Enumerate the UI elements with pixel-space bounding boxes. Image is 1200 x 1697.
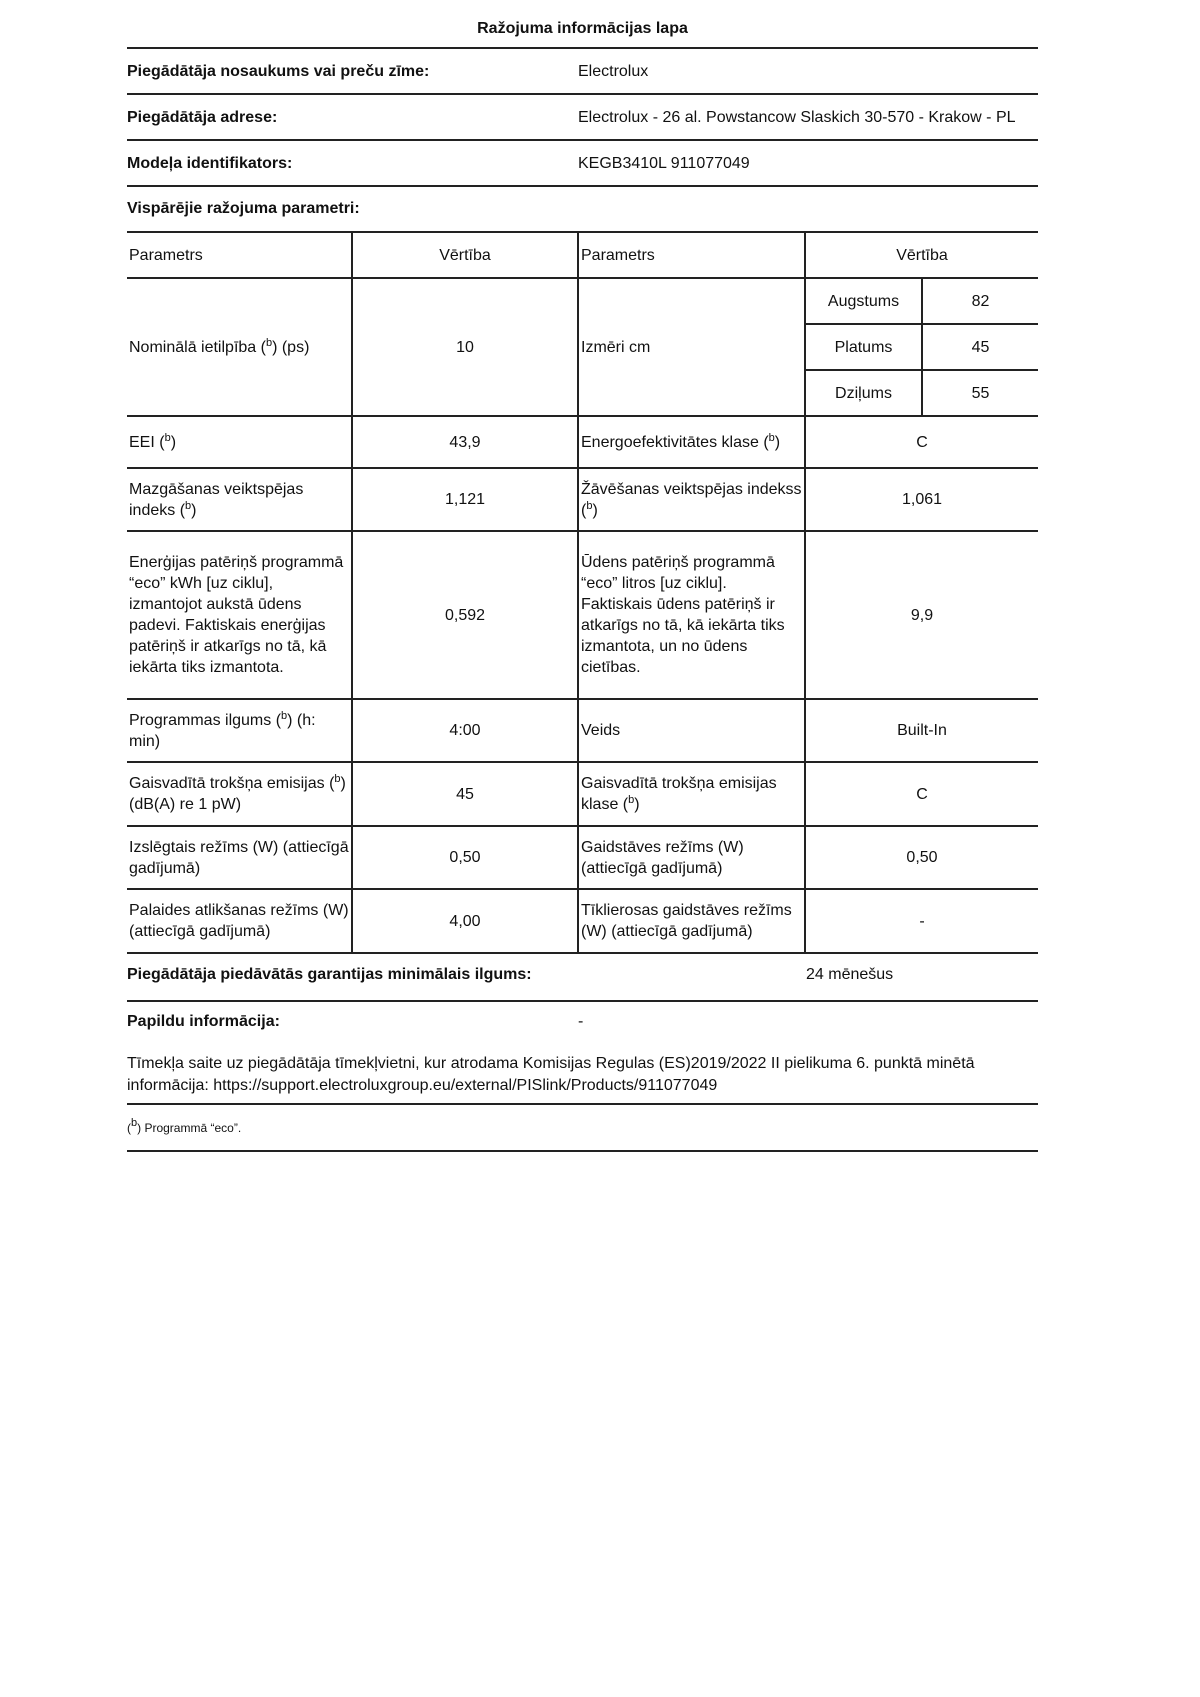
parameters-table — [127, 231, 1038, 954]
height-label: Augstums — [805, 278, 922, 324]
table-row — [127, 889, 1038, 953]
depth-value: 55 — [922, 370, 1038, 416]
supplier-address-value: Electrolux - 26 al. Powstancow Slaskich 30-570 - Krakow - PL — [578, 109, 1016, 126]
divider — [127, 185, 1038, 187]
table-header-row — [127, 232, 1038, 278]
supplier-address-label: Piegādātāja adrese: — [127, 109, 278, 126]
additional-info-label: Papildu informācija: — [127, 1013, 280, 1030]
table-row — [127, 762, 1038, 826]
supplier-address-row — [127, 93, 1038, 139]
table-row — [127, 699, 1038, 762]
width-label: Platums — [805, 324, 922, 370]
energy-consumption-label: Enerģijas patēriņš programmā “eco” kWh [uz ciklu], izmantojot aukstā ūdens padevi. Faktiskais enerģijas patēriņš ir atkarīgs no tā, kā iekārta tiks izmantota. — [127, 531, 352, 699]
water-consumption-label: Ūdens patēriņš programmā “eco” litros [uz ciklu]. Faktiskais ūdens patēriņš ir atkarīgs no tā, kā iekārta tiks izmantota, un no ūdens cietības. — [578, 531, 805, 699]
warranty-label: Piegādātāja piedāvātās garantijas minimālais ilgums: — [127, 966, 532, 983]
type-value: Built-In — [805, 699, 1038, 762]
table-row — [127, 531, 1038, 699]
off-mode-value: 0,50 — [352, 826, 578, 889]
noise-class-label: Gaisvadītā trokšņa emisijas klase ($^b$) — [578, 762, 805, 826]
table-row — [127, 416, 1038, 468]
table-row — [127, 468, 1038, 531]
supplier-name-label: Piegādātāja nosaukums vai preču zīme: — [127, 63, 430, 80]
height-value: 82 — [922, 278, 1038, 324]
dimensions-label: Izmēri cm — [578, 278, 805, 416]
program-duration-value: 4:00 — [352, 699, 578, 762]
eei-value: 43,9 — [352, 416, 578, 468]
networked-standby-label: Tīklierosas gaidstāves režīms (W) (attiecīgā gadījumā) — [578, 889, 805, 953]
supplier-name-value: Electrolux — [578, 63, 649, 80]
header-value: Vērtība — [352, 232, 578, 278]
header-parameter-2: Parametrs — [578, 232, 805, 278]
energy-class-value: C — [805, 416, 1038, 468]
additional-info-value: - — [578, 1013, 584, 1030]
water-consumption-value: 9,9 — [805, 531, 1038, 699]
noise-emission-label: Gaisvadītā trokšņa emisijas ($^b$) (dB(A) re 1 pW) — [127, 762, 352, 826]
drying-index-value: 1,061 — [805, 468, 1038, 531]
delay-start-label: Palaides atlikšanas režīms (W) (attiecīgā gadījumā) — [127, 889, 352, 953]
warranty-value: 24 mēnešus — [806, 966, 894, 983]
header-parameter: Parametrs — [127, 232, 352, 278]
drying-index-label: Žāvēšanas veiktspējas indekss ($^b$) — [578, 468, 805, 531]
type-label: Veids — [578, 699, 805, 762]
cleaning-index-label: Mazgāšanas veiktspējas indeks ($^b$) — [127, 468, 352, 531]
document-title: Ražojuma informācijas lapa — [477, 20, 688, 37]
capacity-value: 10 — [352, 278, 578, 416]
width-value: 45 — [922, 324, 1038, 370]
divider — [127, 1000, 1038, 1002]
supplier-name-row — [127, 47, 1038, 93]
table-row — [127, 278, 1038, 324]
energy-consumption-value: 0,592 — [352, 531, 578, 699]
general-parameters-heading: Vispārējie ražojuma parametri: — [127, 200, 360, 217]
depth-label: Dziļums — [805, 370, 922, 416]
delay-start-value: 4,00 — [352, 889, 578, 953]
weblink-text: Tīmekļa saite uz piegādātāja tīmekļvietni, kur atrodama Komisijas Regulas (ES)2019/2022 II pielikuma 6. punktā minētā informācija: https://support.electroluxgroup.eu/external/PISlink/Products/911077049 — [127, 1055, 975, 1094]
noise-class-value: C — [805, 762, 1038, 826]
noise-emission-value: 45 — [352, 762, 578, 826]
model-identifier-value: KEGB3410L 911077049 — [578, 155, 750, 172]
energy-class-label: Energoefektivitātes klase ($^b$) — [578, 416, 805, 468]
divider — [127, 1103, 1038, 1105]
divider — [127, 1150, 1038, 1152]
off-mode-label: Izslēgtais režīms (W) (attiecīgā gadījumā) — [127, 826, 352, 889]
cleaning-index-value: 1,121 — [352, 468, 578, 531]
table-row — [127, 826, 1038, 889]
program-duration-label: Programmas ilgums ($^b$) (h: min) — [127, 699, 352, 762]
footnote: ($^b$) Programmā “eco”. — [127, 1117, 242, 1135]
header-value-2: Vērtība — [805, 232, 1038, 278]
capacity-label: Nominālā ietilpība ($^b$) (ps) — [127, 278, 352, 416]
standby-mode-value: 0,50 — [805, 826, 1038, 889]
model-identifier-label: Modeļa identifikators: — [127, 155, 293, 172]
model-identifier-row — [127, 139, 1038, 185]
networked-standby-value: - — [805, 889, 1038, 953]
eei-label: EEI ($^b$) — [127, 416, 352, 468]
standby-mode-label: Gaidstāves režīms (W) (attiecīgā gadījumā) — [578, 826, 805, 889]
